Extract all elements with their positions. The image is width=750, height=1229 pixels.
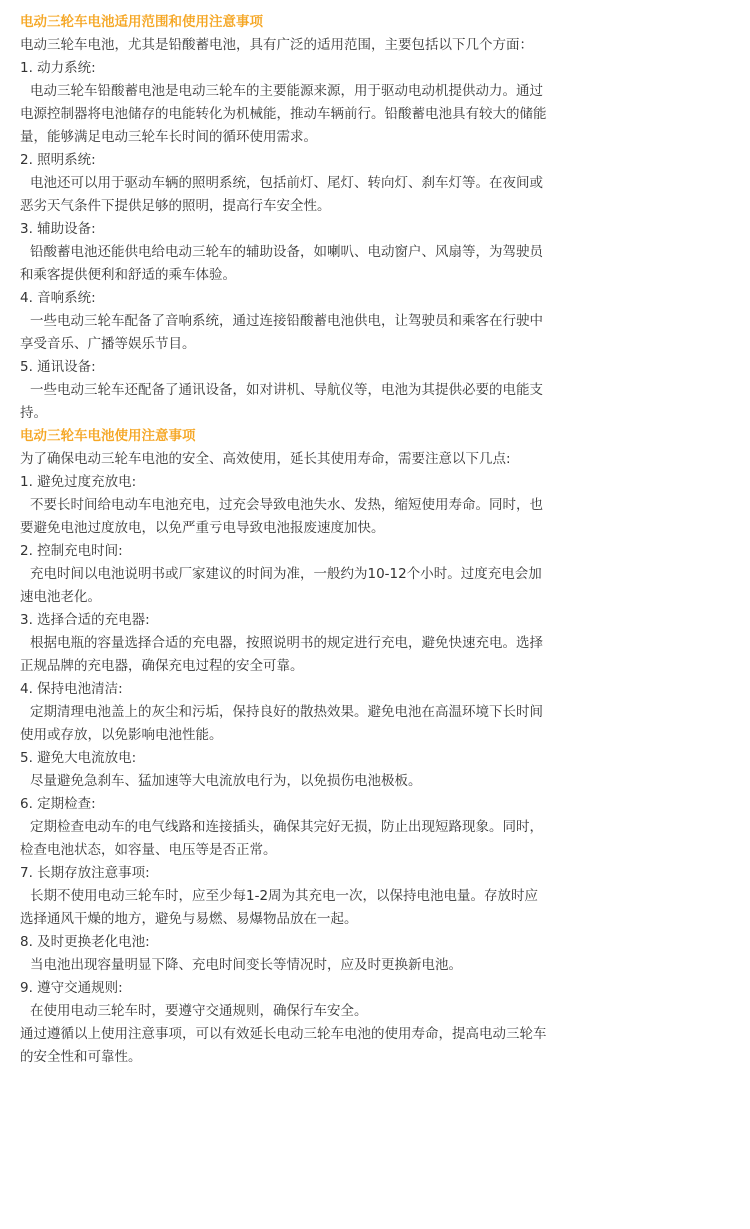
item-text: 定期清理电池盖上的灰尘和污垢，保持良好的散热效果。避免电池在高温环境下长时间 [30, 704, 543, 720]
item-text: 根据电瓶的容量选择合适的充电器，按照说明书的规定进行充电，避免快速充电。选择 [30, 635, 543, 651]
item-text: 使用或存放，以免影响电池性能。 [20, 727, 223, 743]
conclusion-text: 的安全性和可靠性。 [20, 1049, 142, 1065]
item-text: 在使用电动三轮车时，要遵守交通规则，确保行车安全。 [30, 1003, 368, 1019]
item-heading: 5. 避免大电流放电: [20, 750, 137, 766]
section-intro-precautions: 为了确保电动三轮车电池的安全、高效使用，延长其使用寿命，需要注意以下几点: [20, 451, 511, 467]
item-heading: 4. 音响系统: [20, 290, 96, 306]
item-text: 电源控制器将电池储存的电能转化为机械能，推动车辆前行。铅酸蓄电池具有较大的储能 [20, 106, 547, 122]
item-heading: 3. 选择合适的充电器: [20, 612, 150, 628]
item-text: 一些电动三轮车配备了音响系统，通过连接铅酸蓄电池供电，让驾驶员和乘客在行驶中 [30, 313, 543, 329]
item-text: 要避免电池过度放电，以免严重亏电导致电池报废速度加快。 [20, 520, 385, 536]
item-text: 铅酸蓄电池还能供电给电动三轮车的辅助设备，如喇叭、电动窗户、风扇等，为驾驶员 [30, 244, 543, 260]
item-text: 尽量避免急刹车、猛加速等大电流放电行为，以免损伤电池极板。 [30, 773, 422, 789]
item-text: 享受音乐、广播等娱乐节目。 [20, 336, 196, 352]
item-text: 不要长时间给电动车电池充电，过充会导致电池失水、发热，缩短使用寿命。同时，也 [30, 497, 543, 513]
item-heading: 6. 定期检查: [20, 796, 96, 812]
item-heading: 1. 动力系统: [20, 60, 96, 76]
section-intro-applications: 电动三轮车电池，尤其是铅酸蓄电池，具有广泛的适用范围，主要包括以下几个方面： [20, 37, 533, 53]
item-text: 和乘客提供便利和舒适的乘车体验。 [20, 267, 236, 283]
section-title-precautions: 电动三轮车电池使用注意事项 [20, 428, 196, 444]
item-text: 持。 [20, 405, 47, 421]
item-heading: 1. 避免过度充放电: [20, 474, 137, 490]
item-text: 速电池老化。 [20, 589, 101, 605]
item-text: 量，能够满足电动三轮车长时间的循环使用需求。 [20, 129, 317, 145]
item-text: 电池还可以用于驱动车辆的照明系统，包括前灯、尾灯、转向灯、刹车灯等。在夜间或 [30, 175, 543, 191]
item-text: 长期不使用电动三轮车时，应至少每1-2周为其充电一次，以保持电池电量。存放时应 [30, 888, 539, 904]
item-text: 一些电动三轮车还配备了通讯设备，如对讲机、导航仪等，电池为其提供必要的电能支 [30, 382, 543, 398]
item-text: 充电时间以电池说明书或厂家建议的时间为准，一般约为10-12个小时。过度充电会加 [30, 566, 542, 582]
item-heading: 9. 遵守交通规则: [20, 980, 123, 996]
item-text: 电动三轮车铅酸蓄电池是电动三轮车的主要能源来源，用于驱动电动机提供动力。通过 [30, 83, 543, 99]
item-text: 检查电池状态，如容量、电压等是否正常。 [20, 842, 277, 858]
item-heading: 2. 照明系统: [20, 152, 96, 168]
item-text: 定期检查电动车的电气线路和连接插头，确保其完好无损，防止出现短路现象。同时， [30, 819, 543, 835]
item-text: 选择通风干燥的地方，避免与易燃、易爆物品放在一起。 [20, 911, 358, 927]
item-text: 当电池出现容量明显下降、充电时间变长等情况时，应及时更换新电池。 [30, 957, 462, 973]
item-heading: 8. 及时更换老化电池: [20, 934, 150, 950]
item-text: 正规品牌的充电器，确保充电过程的安全可靠。 [20, 658, 304, 674]
item-heading: 2. 控制充电时间: [20, 543, 123, 559]
section-title-applications: 电动三轮车电池适用范围和使用注意事项 [20, 14, 263, 30]
item-heading: 5. 通讯设备: [20, 359, 96, 375]
item-heading: 4. 保持电池清洁: [20, 681, 123, 697]
item-heading: 7. 长期存放注意事项: [20, 865, 150, 881]
item-heading: 3. 辅助设备: [20, 221, 96, 237]
conclusion-text: 通过遵循以上使用注意事项，可以有效延长电动三轮车电池的使用寿命，提高电动三轮车 [20, 1026, 547, 1042]
item-text: 恶劣天气条件下提供足够的照明，提高行车安全性。 [20, 198, 331, 214]
